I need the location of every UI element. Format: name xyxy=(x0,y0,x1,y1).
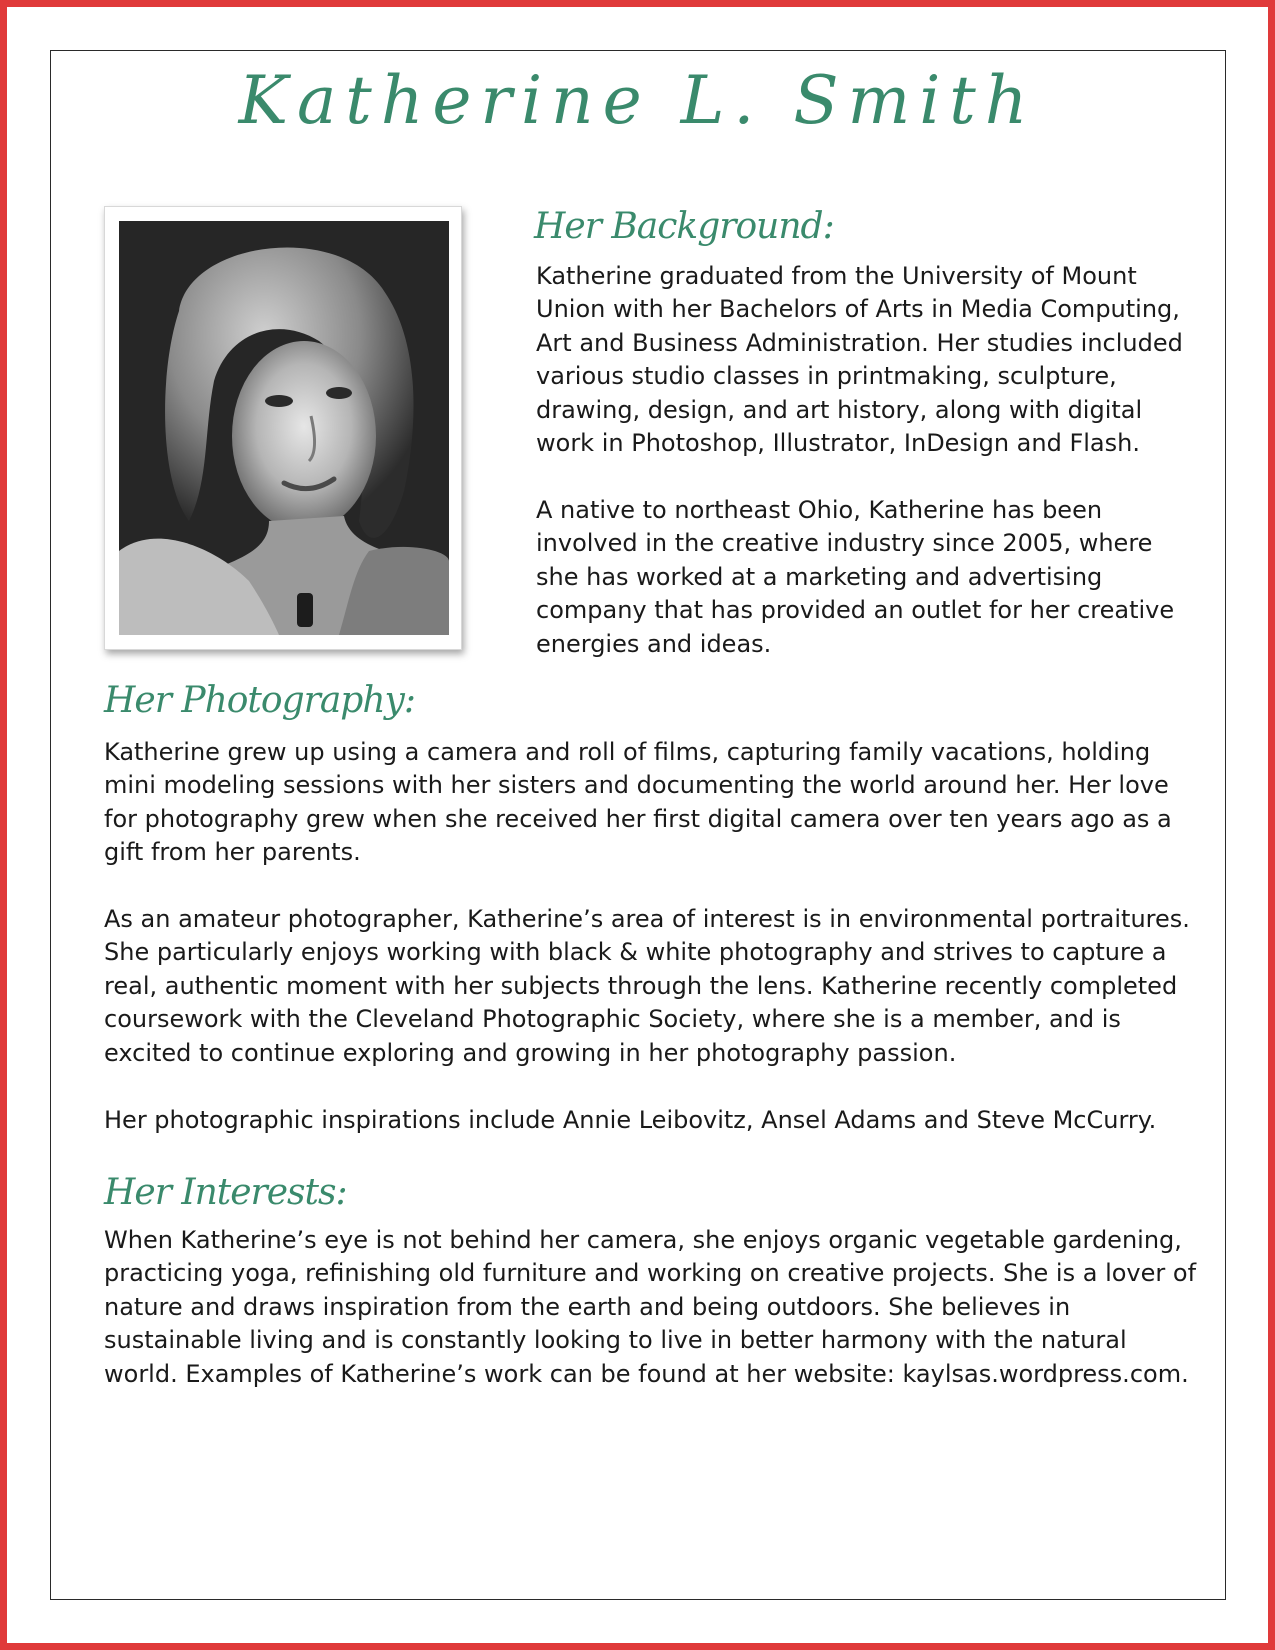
photography-paragraph-1: Katherine grew up using a camera and roll of films, capturing family vacations, holding mini modeling sessions with her sisters and documenting the world around her. Her love for photography grew when she received her first digital camera over ten years ago as a gift from her parents. xyxy=(104,738,1172,867)
photography-paragraph-2: As an amateur photographer, Katherine’s area of interest is in environmental portraitures. She particularly enjoys working with black & white photography and strives to capture a real, authentic moment with her subjects through the lens. Katherine recently completed coursework with the Cleveland Photographic Society, where she is a member, and is excited to continue exploring and growing in her photography passion. xyxy=(104,905,1190,1067)
page-title: Katherine L. Smith xyxy=(238,62,1037,139)
interests-heading: Her Interests: xyxy=(104,1172,347,1213)
portrait-photo-icon xyxy=(119,221,449,635)
background-heading: Her Background: xyxy=(534,206,834,247)
background-paragraph-2: A native to northeast Ohio, Katherine has been involved in the creative industry since 2005, where she has worked at a marketing and advertising company that has provided an outlet for her creative energies and ideas. xyxy=(536,496,1175,658)
interests-paragraph-1: When Katherine’s eye is not behind her camera, she enjoys organic vegetable gardening, practicing yoga, refinishing old furniture and working on creative projects. She is a lover of nature and draws inspiration from the earth and being outdoors. She believes in sustainable living and is constantly looking to live in better harmony with the natural world. Examples of Katherine’s work can be found at her website: kaylsas.wordpress.com. xyxy=(104,1226,1197,1388)
background-paragraph-1: Katherine graduated from the University of Mount Union with her Bachelors of Arts in Media Computing, Art and Business Administration. Her studies included various studio classes in printmaking, sculpture, drawing, design, and art history, along with digital work in Photoshop, Illustrator, InDesign and Flash. xyxy=(536,262,1183,458)
photography-heading: Her Photography: xyxy=(104,680,415,721)
photo-frame xyxy=(104,206,462,650)
photography-paragraph-3: Her photographic inspirations include Annie Leibovitz, Ansel Adams and Steve McCurry. xyxy=(104,1106,1157,1134)
